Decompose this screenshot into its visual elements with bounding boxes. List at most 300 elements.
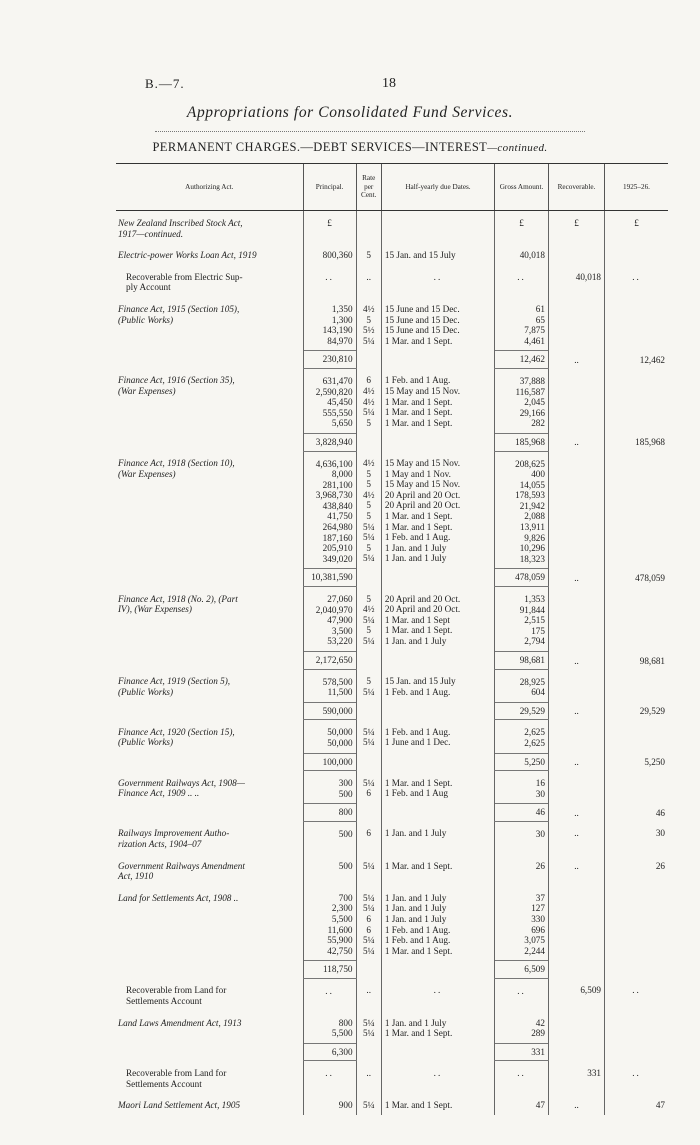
- principal-total: 2,172,650: [303, 652, 356, 670]
- rate-values: [356, 978, 381, 1010]
- gross-total: 29,529: [495, 702, 549, 720]
- table-row: [116, 753, 668, 771]
- act-line: Recoverable from Land for: [126, 1067, 227, 1078]
- cell-line: 29,166: [519, 407, 545, 418]
- cell-line: 11,500: [327, 687, 353, 698]
- cell-line: 1,300: [331, 314, 353, 325]
- act-line: Finance Act, 1918 (No. 2), (Part: [118, 593, 238, 604]
- principal-total: 100,000: [303, 753, 356, 771]
- act-name: [116, 1093, 303, 1115]
- col-header-act: Authorizing Act.: [116, 164, 303, 211]
- cell-line: 1 Jan. and 1 July: [384, 635, 447, 646]
- rate-cell-empty: [356, 433, 381, 451]
- act-line: Finance Act, 1916 (Section 35),: [118, 375, 235, 386]
- cell-line: 1 Feb. and 1 Aug.: [384, 532, 451, 543]
- table-row: [116, 1043, 668, 1061]
- act-line: Finance Act, 1918 (Section 10),: [118, 458, 235, 468]
- table-row: [116, 804, 668, 822]
- cell-line: 1 Feb. and 1 Aug.: [384, 935, 451, 946]
- cell-line: 6: [366, 788, 372, 799]
- year-value: [605, 669, 669, 702]
- cell-line: 1 Mar. and 1 Sept.: [384, 521, 453, 532]
- cell-line: 2,590,820: [315, 386, 353, 397]
- cell-line: 21,942: [519, 500, 545, 511]
- cell-line: 178,593: [515, 490, 545, 501]
- table-row: [116, 243, 668, 265]
- principal-values: [303, 1061, 356, 1093]
- recoverable-value: ..: [548, 351, 604, 369]
- year-value: ..: [605, 265, 669, 297]
- act-name: [116, 771, 303, 804]
- table-row: [116, 961, 668, 979]
- cell-line: 1 Mar. and 1 Sept.: [384, 625, 453, 636]
- act-line: 1917—continued.: [118, 228, 184, 239]
- cell-line: 4½: [362, 604, 375, 615]
- cell-line: ..: [517, 985, 526, 996]
- cell-line: 1 Jan. and 1 July: [384, 542, 447, 553]
- gross-total: 6,509: [495, 961, 549, 979]
- table-row: [116, 978, 668, 1010]
- cell-line: 45,450: [327, 397, 353, 408]
- gross-values: [495, 451, 549, 569]
- year-total: 12,462: [605, 351, 669, 369]
- due-dates: [381, 720, 494, 753]
- act-name: [116, 886, 303, 961]
- rate-values: [356, 265, 381, 297]
- year-value: ..: [605, 978, 669, 1010]
- table-header-row: [116, 164, 668, 211]
- cell-line: 8,000: [331, 469, 353, 480]
- principal-values: [303, 771, 356, 804]
- table-row: [116, 351, 668, 369]
- rate-cell-empty: [356, 961, 381, 979]
- due-dates: [381, 587, 494, 652]
- cell-line: 1 Jan. and 1 July: [384, 828, 447, 839]
- col-header-year: 1925–26.: [605, 164, 669, 211]
- cell-line: 700: [338, 892, 353, 903]
- act-cell-empty: [116, 433, 303, 451]
- act-line: (Public Works): [118, 314, 174, 325]
- gross-values: [495, 1093, 549, 1115]
- subtitle-main: PERMANENT CHARGES.—DEBT SERVICES—INTEREST: [152, 140, 488, 154]
- cell-line: 41,750: [327, 511, 353, 522]
- recoverable-account: [116, 978, 303, 1010]
- cell-line: 555,550: [322, 407, 353, 418]
- recoverable-value: [548, 243, 604, 265]
- recoverable-value: ..: [548, 652, 604, 670]
- page-title: Appropriations for Consolidated Fund Services.: [186, 104, 514, 121]
- year-value: [605, 243, 669, 265]
- cell-line: 1 Mar. and 1 Sept.: [384, 860, 453, 871]
- cell-line: 5: [366, 542, 372, 553]
- cell-line: ..: [325, 1068, 334, 1079]
- col-header-dates: Half-yearly due Dates.: [381, 164, 494, 211]
- recoverable-value: 331: [548, 1061, 604, 1093]
- cell-line: 2,794: [524, 636, 545, 647]
- cell-line: 5: [366, 510, 372, 521]
- cell-line: 15 Jan. and 15 July: [384, 250, 456, 261]
- year-value: [605, 1011, 669, 1044]
- cell-line: 1 Feb. and 1 Aug.: [384, 375, 451, 386]
- cell-line: 330: [531, 914, 545, 924]
- cell-line: 18,323: [519, 553, 545, 564]
- cell-line: 5: [366, 468, 372, 479]
- gross-values: [495, 265, 549, 297]
- rate-values: [356, 368, 381, 433]
- due-dates: [381, 1011, 494, 1044]
- cell-line: 26: [535, 860, 545, 871]
- cell-line: 5¼: [362, 892, 375, 903]
- cell-line: 1 Mar. and 1 Sept.: [384, 417, 453, 428]
- principal-values: [303, 265, 356, 297]
- cell-line: 42,750: [327, 945, 353, 956]
- cell-line: 4,461: [524, 335, 545, 346]
- rate-values: [356, 771, 381, 804]
- cell-line: 264,980: [322, 522, 353, 533]
- gross-values: [495, 1061, 549, 1093]
- rate-values: [356, 821, 381, 853]
- cell-line: 2,088: [524, 511, 545, 522]
- gross-total: 98,681: [495, 652, 549, 670]
- act-line: Government Railways Act, 1908—: [118, 777, 245, 788]
- gross-values: [495, 243, 549, 265]
- cell-line: 27,060: [327, 594, 353, 605]
- cell-line: 20 April and 20 Oct.: [384, 489, 461, 500]
- recoverable-value: [548, 451, 604, 569]
- act-cell-empty: [116, 569, 303, 587]
- cell-line: 15 May and 15 Nov.: [384, 458, 461, 468]
- cell-line: 1 Mar. and 1 Sept.: [384, 396, 453, 407]
- due-dates: [381, 886, 494, 961]
- act-name: [116, 368, 303, 433]
- table-row: [116, 433, 668, 451]
- act-line: Finance Act, 1919 (Section 5),: [118, 676, 231, 687]
- cell-line: 5,500: [331, 1028, 353, 1039]
- table-row: [116, 1061, 668, 1093]
- act-line: New Zealand Inscribed Stock Act,: [118, 218, 243, 228]
- cell-line: 5¼: [362, 726, 375, 737]
- act-name: [116, 211, 303, 244]
- cell-line: 5,500: [331, 914, 353, 924]
- principal-values: [303, 886, 356, 961]
- due-dates: [381, 265, 494, 297]
- recoverable-value: [548, 720, 604, 753]
- principal-values: [303, 854, 356, 886]
- recoverable-value: [548, 297, 604, 351]
- cell-line: 47: [535, 1100, 545, 1111]
- table-row: [116, 1011, 668, 1044]
- cell-line: 1 Feb. and 1 Aug.: [384, 686, 451, 697]
- cell-line: 30: [535, 828, 545, 839]
- principal-values: [303, 1011, 356, 1044]
- recoverable-value: 6,509: [548, 978, 604, 1010]
- table-row: [116, 702, 668, 720]
- act-line: Finance Act, 1909 .. ..: [118, 788, 200, 799]
- cell-line: 9,826: [524, 532, 545, 543]
- rate-values: [356, 1061, 381, 1093]
- cell-line: 5: [366, 417, 372, 428]
- table-body: [116, 211, 668, 1115]
- act-name: [116, 720, 303, 753]
- cell-line: 1 Feb. and 1 Aug: [384, 788, 448, 799]
- cell-line: 5: [366, 500, 372, 511]
- cell-line: 20 April and 20 Oct.: [384, 604, 461, 615]
- act-name: [116, 821, 303, 853]
- cell-line: 800: [338, 1017, 353, 1028]
- cell-line: 400: [531, 469, 545, 480]
- year-total: [605, 1043, 669, 1061]
- cell-line: ..: [366, 1067, 372, 1078]
- gross-values: [495, 771, 549, 804]
- table-row: [116, 587, 668, 652]
- cell-line: 5¼: [362, 860, 375, 871]
- cell-line: 5¼: [362, 777, 375, 788]
- cell-line: 5¼: [362, 614, 375, 625]
- col-header-recoverable: Recoverable.: [548, 164, 604, 211]
- rate-values: [356, 886, 381, 961]
- rate-values: [356, 854, 381, 886]
- cell-line: 4,636,100: [315, 458, 353, 469]
- recoverable-value: ..: [548, 569, 604, 587]
- cell-line: 1 Jan. and 1 July: [384, 903, 447, 914]
- cell-line: 10,296: [519, 543, 545, 554]
- act-line: Land for Settlements Act, 1908 ..: [118, 892, 239, 903]
- principal-total: 800: [303, 804, 356, 822]
- principal-values: [303, 720, 356, 753]
- table-row: [116, 652, 668, 670]
- act-line: Railways Improvement Autho-: [118, 828, 230, 839]
- cell-line: ..: [366, 271, 372, 282]
- cell-line: 14,055: [519, 479, 545, 490]
- gross-values: [495, 297, 549, 351]
- table-row: [116, 886, 668, 961]
- cell-line: 1 June and 1 Dec.: [384, 737, 451, 748]
- principal-values: [303, 368, 356, 433]
- rate-cell-empty: [356, 1043, 381, 1061]
- year-total: 185,968: [605, 433, 669, 451]
- cell-line: 1 Jan. and 1 July: [384, 553, 447, 564]
- cell-line: 4½: [362, 303, 375, 314]
- cell-line: 5: [366, 314, 372, 325]
- principal-values: [303, 1093, 356, 1115]
- cell-line: 20 April and 20 Oct.: [384, 500, 461, 511]
- cell-line: 61: [535, 303, 545, 314]
- cell-line: 116,587: [515, 386, 545, 397]
- cell-line: 50,000: [327, 727, 353, 738]
- rate-cell-empty: [356, 804, 381, 822]
- col-header-principal: Principal.: [303, 164, 356, 211]
- cell-line: 5½: [362, 325, 375, 336]
- act-line: Electric-power Works Loan Act, 1919: [118, 250, 257, 261]
- act-line: IV), (War Expenses): [118, 604, 192, 615]
- cell-line: 696: [531, 924, 545, 935]
- section-subtitle: [0, 140, 700, 155]
- cell-line: 1 Mar. and 1 Sept.: [384, 335, 453, 346]
- recoverable-value: ..: [548, 702, 604, 720]
- cell-line: 5,650: [331, 418, 353, 429]
- year-value: [605, 720, 669, 753]
- cell-line: 30: [535, 788, 545, 799]
- act-cell-empty: [116, 1043, 303, 1061]
- cell-line: 5¼: [362, 686, 375, 697]
- dates-cell-empty: [381, 702, 494, 720]
- principal-values: [303, 821, 356, 853]
- year-value: 30: [605, 821, 669, 853]
- cell-line: 5¼: [362, 407, 375, 418]
- table-row: [116, 854, 668, 886]
- act-cell-empty: [116, 652, 303, 670]
- cell-line: 205,910: [322, 543, 353, 554]
- due-dates: [381, 1093, 494, 1115]
- cell-line: 4½: [362, 386, 375, 397]
- recoverable-account: [116, 1061, 303, 1093]
- dates-cell-empty: [381, 804, 494, 822]
- act-name: [116, 1011, 303, 1044]
- principal-total: 230,810: [303, 351, 356, 369]
- principal-values: [303, 669, 356, 702]
- year-total: 29,529: [605, 702, 669, 720]
- principal-total: 590,000: [303, 702, 356, 720]
- due-dates: [381, 978, 494, 1010]
- due-dates: [381, 821, 494, 853]
- table-row: [116, 265, 668, 297]
- recoverable-value: ..: [548, 821, 604, 853]
- cell-line: 2,244: [524, 945, 545, 956]
- act-name: [116, 854, 303, 886]
- cell-line: 300: [338, 778, 353, 789]
- principal-values: [303, 978, 356, 1010]
- cell-line: 42: [535, 1017, 545, 1028]
- subtitle-continued: —continued.: [487, 142, 548, 154]
- cell-line: 53,220: [327, 636, 353, 647]
- due-dates: [381, 243, 494, 265]
- cell-line: 5: [366, 479, 372, 490]
- gross-values: [495, 669, 549, 702]
- appropriations-table: [116, 163, 668, 1115]
- cell-line: 20 April and 20 Oct.: [384, 593, 461, 604]
- cell-line: 6: [366, 924, 372, 935]
- cell-line: 500: [338, 860, 353, 871]
- gross-total: 5,250: [495, 753, 549, 771]
- cell-line: 15 June and 15 Dec.: [384, 303, 460, 314]
- year-total: 478,059: [605, 569, 669, 587]
- recoverable-value: [548, 669, 604, 702]
- cell-line: 500: [338, 828, 353, 839]
- principal-values: [303, 297, 356, 351]
- gross-values: [495, 720, 549, 753]
- cell-line: 2,045: [524, 397, 545, 408]
- act-line: Act, 1910: [118, 871, 154, 882]
- cell-line: 11,600: [327, 924, 353, 935]
- dates-cell-empty: [381, 211, 494, 244]
- act-name: [116, 451, 303, 569]
- dates-cell-empty: [381, 961, 494, 979]
- currency-symbol: £: [605, 211, 669, 244]
- recoverable-value: [548, 1043, 604, 1061]
- dates-cell-empty: [381, 433, 494, 451]
- cell-line: 5: [366, 250, 372, 261]
- recoverable-value: ..: [548, 804, 604, 822]
- cell-line: 143,190: [322, 325, 353, 336]
- act-name: [116, 669, 303, 702]
- cell-line: 5¼: [362, 737, 375, 748]
- principal-values: [303, 587, 356, 652]
- due-dates: [381, 368, 494, 433]
- year-value: ..: [605, 1061, 669, 1093]
- cell-line: 28,925: [519, 676, 545, 687]
- year-value: [605, 771, 669, 804]
- cell-line: 91,844: [519, 604, 545, 615]
- recoverable-value: [548, 771, 604, 804]
- act-name: [116, 587, 303, 652]
- cell-line: 281,100: [322, 479, 353, 490]
- cell-line: 438,840: [322, 500, 353, 511]
- act-cell-empty: [116, 961, 303, 979]
- recoverable-value: [548, 587, 604, 652]
- act-cell-empty: [116, 753, 303, 771]
- cell-line: 5¼: [362, 335, 375, 346]
- table-row: [116, 821, 668, 853]
- rate-values: [356, 1011, 381, 1044]
- gross-total: 185,968: [495, 433, 549, 451]
- col-header-gross: Gross Amount.: [495, 164, 549, 211]
- act-line: ply Account: [126, 282, 171, 293]
- rate-values: [356, 451, 381, 569]
- cell-line: 7,875: [524, 325, 545, 336]
- act-line: Maori Land Settlement Act, 1905: [118, 1100, 241, 1111]
- cell-line: 1 Mar. and 1 Sept.: [384, 777, 453, 788]
- rate-cell-empty: [356, 652, 381, 670]
- cell-line: ..: [433, 1067, 443, 1078]
- cell-line: 578,500: [322, 676, 353, 687]
- cell-line: 15 June and 15 Dec.: [384, 314, 460, 325]
- dates-cell-empty: [381, 1043, 494, 1061]
- cell-line: ..: [517, 271, 526, 282]
- cell-line: 15 June and 15 Dec.: [384, 325, 460, 336]
- table-row: [116, 1093, 668, 1115]
- cell-line: 631,470: [322, 375, 353, 386]
- act-cell-empty: [116, 702, 303, 720]
- table-row: [116, 569, 668, 587]
- cell-line: ..: [366, 985, 372, 996]
- cell-line: 1 Jan. and 1 July: [384, 1017, 447, 1028]
- cell-line: 1 Mar. and 1 Sept.: [384, 510, 453, 521]
- principal-values: [303, 451, 356, 569]
- cell-line: 1 Mar. and 1 Sept.: [384, 407, 453, 418]
- due-dates: [381, 297, 494, 351]
- cell-line: 289: [531, 1028, 545, 1039]
- dates-cell-empty: [381, 652, 494, 670]
- rate-cell-empty: [356, 702, 381, 720]
- recoverable-value: [548, 1011, 604, 1044]
- cell-line: ..: [433, 271, 443, 282]
- act-cell-empty: [116, 351, 303, 369]
- act-line: (War Expenses): [118, 386, 176, 397]
- gross-values: [495, 886, 549, 961]
- cell-line: 800,360: [322, 250, 353, 261]
- year-value: 26: [605, 854, 669, 886]
- cell-line: 2,625: [524, 727, 545, 738]
- table-row: [116, 720, 668, 753]
- cell-line: 1 May and 1 Nov.: [384, 468, 451, 479]
- recoverable-value: [548, 368, 604, 433]
- cell-line: 5¼: [362, 1017, 375, 1028]
- gross-values: [495, 368, 549, 433]
- cell-line: 55,900: [327, 935, 353, 946]
- gross-values: [495, 1011, 549, 1044]
- principal-total: 10,381,590: [303, 569, 356, 587]
- cell-line: 5¼: [362, 1100, 375, 1111]
